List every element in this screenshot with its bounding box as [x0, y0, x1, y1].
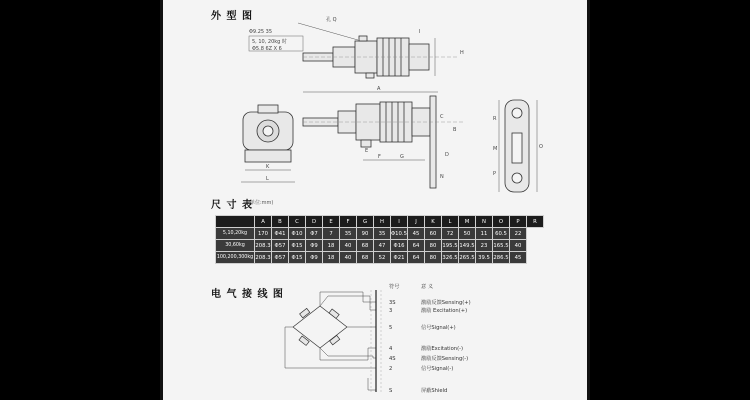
svg-text:K: K [266, 164, 270, 170]
table-header-p: P [510, 216, 527, 228]
table-cell: 60 [425, 228, 442, 240]
wire-code: 3 [389, 308, 393, 314]
table-cell: 90 [357, 228, 374, 240]
svg-text:L: L [266, 176, 269, 182]
load-spec-label-1: 5, 10, 20kg 时 [252, 39, 287, 45]
table-cell: 23 [476, 240, 493, 252]
table-cell: 45 [510, 252, 527, 264]
outline-heading: 外 型 图 [211, 11, 253, 22]
table-cell: Φ10 [289, 228, 306, 240]
wire-code: 5 [389, 325, 393, 331]
wire-meaning: 激励反馈Sensing(-) [421, 356, 469, 362]
table-cell: Φ15 [289, 252, 306, 264]
svg-text:H: H [460, 50, 464, 56]
table-header-i: I [391, 216, 408, 228]
table-cell: 40 [340, 252, 357, 264]
cable-spec-label: Φ9.25 35 [249, 29, 273, 35]
table-header-h: H [374, 216, 391, 228]
table-header-n: N [476, 216, 493, 228]
wire-code: S [389, 388, 393, 394]
wiring-diagram [163, 0, 593, 400]
table-cell: 286.5 [493, 252, 510, 264]
svg-text:G: G [400, 154, 404, 160]
wire-code: 2 [389, 366, 393, 372]
table-header-m: M [459, 216, 476, 228]
table-header-b: B [272, 216, 289, 228]
svg-text:O: O [539, 144, 543, 150]
table-cell: Φ7 [306, 228, 323, 240]
svg-text:B: B [453, 127, 457, 133]
table-cell: 35 [374, 228, 391, 240]
dimension-heading: 尺 寸 表 [211, 200, 253, 211]
table-cell: Φ9 [306, 252, 323, 264]
table-cell: 326.5 [442, 252, 459, 264]
wiring-code-header: 符号 [389, 284, 400, 290]
table-cell: 265.5 [459, 252, 476, 264]
wire-meaning: 激励反馈Sensing(+) [421, 300, 471, 306]
table-header-d: D [306, 216, 323, 228]
wheatstone-bridge [293, 306, 347, 348]
wiring-meaning-header: 意 义 [421, 284, 434, 290]
table-cell: 18 [323, 252, 340, 264]
table-cell: 208.3 [255, 252, 272, 264]
table-cell: 195.5 [442, 240, 459, 252]
table-cell: Φ57 [272, 240, 289, 252]
table-cell: 208.3 [255, 240, 272, 252]
table-cell: 39.5 [476, 252, 493, 264]
table-cell: Φ57 [272, 252, 289, 264]
svg-text:E: E [365, 148, 369, 154]
datasheet-page [160, 0, 590, 400]
table-cell: Φ16 [391, 240, 408, 252]
svg-text:R: R [493, 116, 497, 122]
table-header-k: K [425, 216, 442, 228]
table-cell: 68 [357, 252, 374, 264]
table-cell: 72 [442, 228, 459, 240]
row-label: 5,10,20kg [216, 228, 255, 240]
svg-text:D: D [445, 152, 449, 158]
table-cell: 60.5 [493, 228, 510, 240]
table-cell: 64 [408, 240, 425, 252]
svg-text:C: C [440, 114, 444, 120]
table-cell: 64 [408, 252, 425, 264]
table-cell: 11 [476, 228, 493, 240]
table-cell: 50 [459, 228, 476, 240]
wiring-heading: 电 气 接 线 图 [211, 289, 284, 300]
svg-text:A: A [377, 86, 381, 92]
table-cell: 18 [323, 240, 340, 252]
table-cell: Φ15 [289, 240, 306, 252]
row-label: 100,200,300kg [216, 252, 255, 264]
table-header-g: G [357, 216, 374, 228]
table-cell: 52 [374, 252, 391, 264]
table-header-r: R [527, 216, 544, 228]
table-cell: 7 [323, 228, 340, 240]
svg-text:N: N [440, 174, 444, 180]
table-cell: 170 [255, 228, 272, 240]
table-cell: Φ21 [391, 252, 408, 264]
table-header-f: F [340, 216, 357, 228]
table-header-a: A [255, 216, 272, 228]
table-cell: 165.5 [493, 240, 510, 252]
table-cell: 47 [374, 240, 391, 252]
table-header-l: L [442, 216, 459, 228]
table-cell: Φ9 [306, 240, 323, 252]
table-cell: 40 [340, 240, 357, 252]
table-cell: Φ10.5 [391, 228, 408, 240]
svg-text:P: P [493, 171, 497, 177]
wire-meaning: 激励 Excitation(+) [421, 308, 468, 314]
table-cell: 68 [357, 240, 374, 252]
table-header-e: E [323, 216, 340, 228]
table-cell: 40 [510, 240, 527, 252]
hole-label: 孔 Q [326, 17, 337, 23]
wire-meaning: 屏蔽Shield [421, 388, 448, 394]
table-header-j: J [408, 216, 425, 228]
table-cell: 22 [510, 228, 527, 240]
row-label: 30,60kg [216, 240, 255, 252]
table-cell: Φ41 [272, 228, 289, 240]
svg-text:F: F [378, 154, 381, 160]
table-cell: 45 [408, 228, 425, 240]
table-header-c: C [289, 216, 306, 228]
table-header-o: O [493, 216, 510, 228]
wire-meaning: 激励Excitation(-) [421, 346, 463, 352]
table-cell: 35 [340, 228, 357, 240]
table-cell: 80 [425, 240, 442, 252]
wire-code: 4S [389, 356, 396, 362]
load-spec-label-2: Φ5.8 6Z X 6 [252, 46, 282, 52]
dimension-unit: (单位:mm) [248, 200, 274, 206]
svg-text:I: I [419, 29, 421, 35]
wire-code: 4 [389, 346, 393, 352]
wire-code: 3S [389, 300, 396, 306]
wire-meaning: 信号Signal(-) [421, 366, 454, 372]
table-cell: 149.5 [459, 240, 476, 252]
svg-text:M: M [493, 146, 498, 152]
wire-meaning: 信号Signal(+) [421, 325, 456, 331]
table-cell: 80 [425, 252, 442, 264]
